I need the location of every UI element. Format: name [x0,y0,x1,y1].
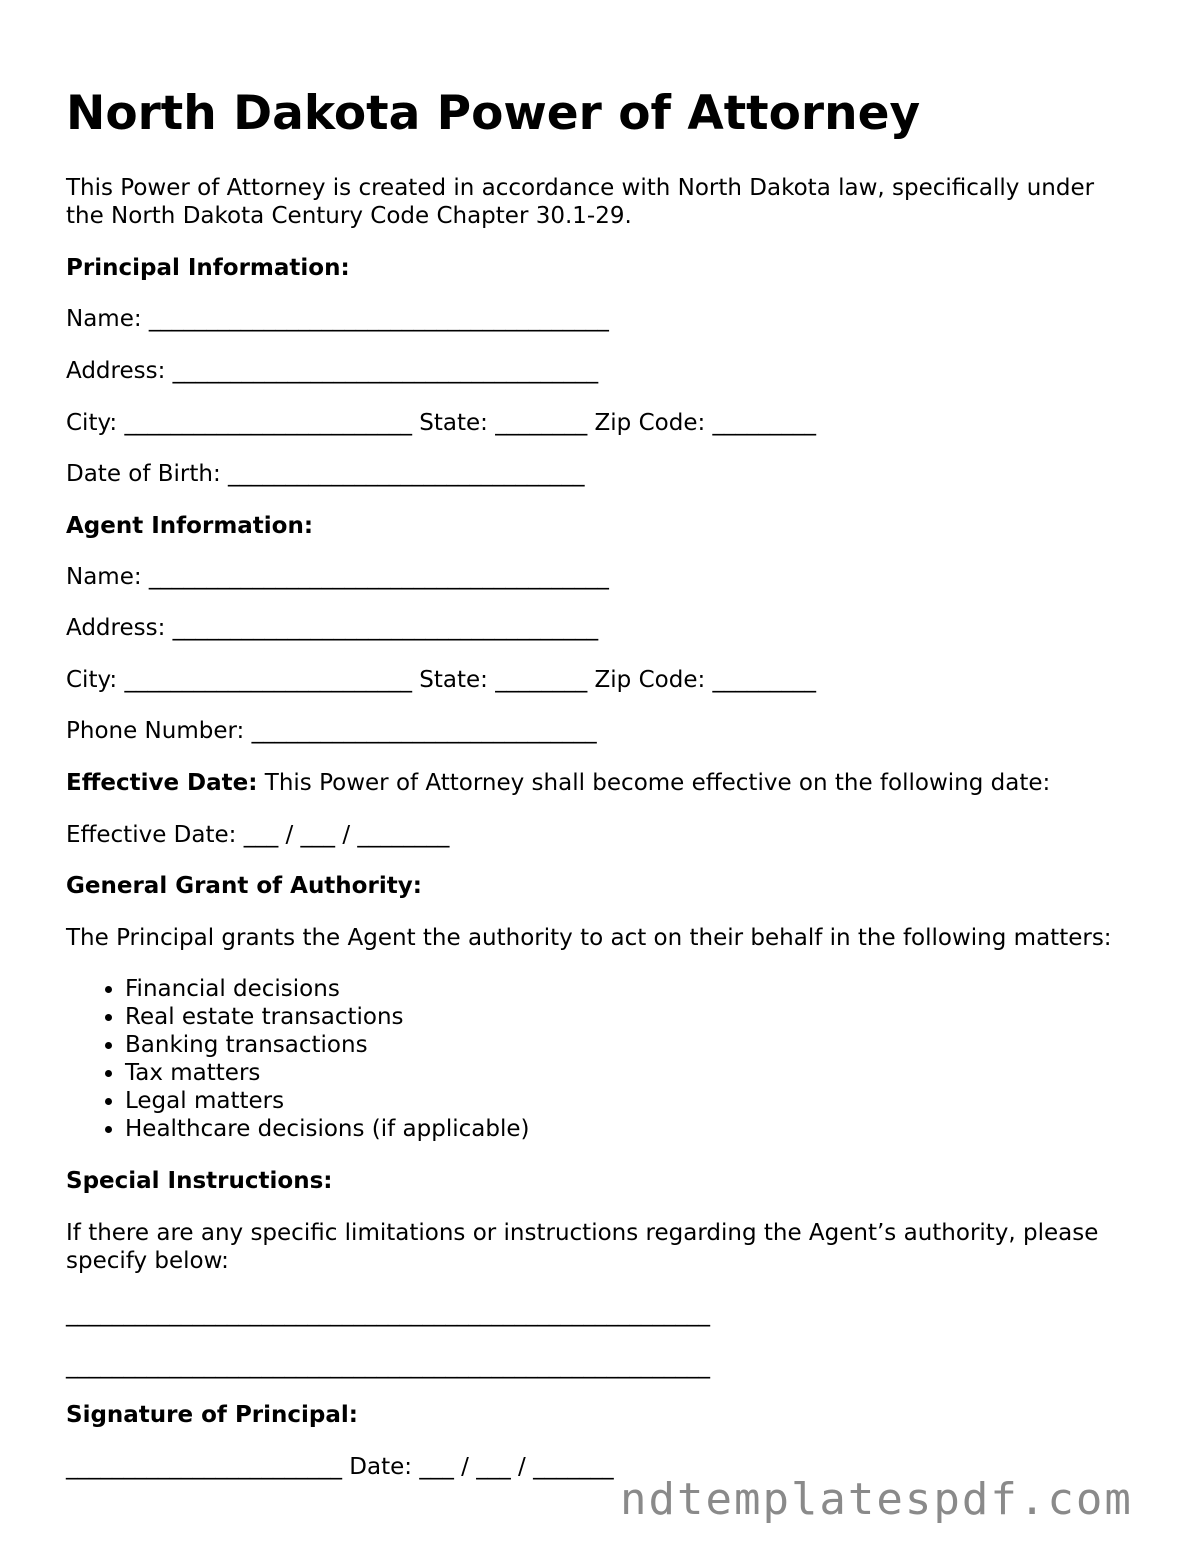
principal-address-field[interactable]: Address: _____________________________________ [66,358,599,384]
agent-city-state-zip-field[interactable]: City: _________________________ State: ________ Zip Code: _________ [66,667,817,693]
authority-list [66,975,529,1143]
signature-date-field[interactable]: ________________________ Date: ___ / ___ / _______ [66,1454,614,1480]
special-instructions-line-2[interactable]: ________________________________________________________ [66,1353,710,1379]
special-instructions-heading: Special Instructions: [66,1168,333,1194]
principal-city-state-zip-field[interactable]: City: _________________________ State: ________ Zip Code: _________ [66,410,817,436]
list-item: • Tax matters [125,1059,529,1087]
list-item: • Healthcare decisions (if applicable) [125,1115,529,1143]
watermark: ndtemplatespdf.com [620,1474,1133,1525]
agent-heading: Agent Information: [66,513,314,539]
effective-date-label: Effective Date: [66,770,258,796]
agent-phone-field[interactable]: Phone Number: ______________________________ [66,718,597,744]
principal-dob-field[interactable]: Date of Birth: _______________________________ [66,461,585,487]
intro-paragraph: This Power of Attorney is created in accordance with North Dakota law, specifically under the North Dakota Century Code Chapter 30.1-29. [66,175,1095,229]
signature-heading: Signature of Principal: [66,1402,358,1428]
authority-intro: The Principal grants the Agent the authority to act on their behalf in the following matters: [66,925,1112,951]
effective-date-statement [66,769,1050,797]
effective-date-text: This Power of Attorney shall become effective on the following date: [257,770,1051,796]
principal-heading: Principal Information: [66,255,350,281]
effective-date-field[interactable]: Effective Date: ___ / ___ / ________ [66,822,450,848]
agent-address-field[interactable]: Address: _____________________________________ [66,615,599,641]
list-item: • Real estate transactions [125,1003,529,1031]
principal-name-field[interactable]: Name: ________________________________________ [66,306,609,332]
list-item: • Financial decisions [125,975,529,1003]
list-item: • Banking transactions [125,1031,529,1059]
special-instructions-line-1[interactable]: ________________________________________________________ [66,1301,710,1327]
list-item: • Legal matters [125,1087,529,1115]
special-instructions-text: If there are any specific limitations or instructions regarding the Agent’s authority, please specify below: [66,1220,1099,1274]
authority-heading: General Grant of Authority: [66,873,422,899]
page-title: North Dakota Power of Attorney [66,86,921,141]
agent-name-field[interactable]: Name: ________________________________________ [66,564,609,590]
